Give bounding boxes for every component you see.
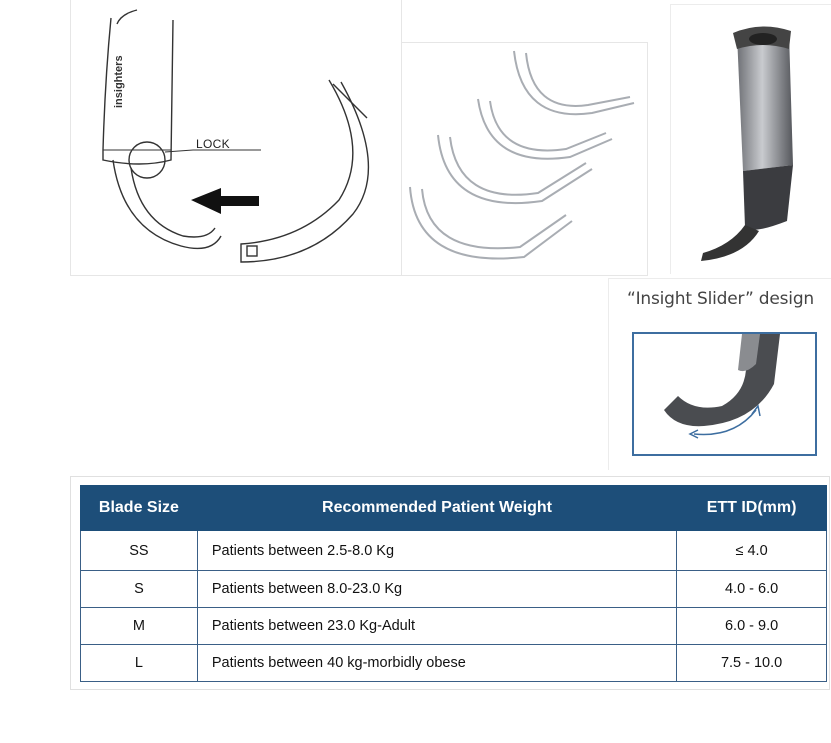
- slider-frame: [632, 332, 817, 456]
- cell-blade-size: S: [81, 571, 198, 608]
- handle-photo: [670, 4, 831, 274]
- lock-label: LOCK: [196, 137, 230, 151]
- arrow-left-icon: [191, 188, 259, 214]
- slider-design-figure: [608, 278, 831, 470]
- header-patient-weight: Recommended Patient Weight: [197, 486, 676, 531]
- table-row: [81, 531, 827, 571]
- blade-size-table: [80, 485, 827, 682]
- blade-size-table-container: [70, 476, 830, 690]
- slider-blade-drawing: [634, 334, 815, 454]
- cell-patient-weight: Patients between 8.0-23.0 Kg: [197, 571, 676, 608]
- cell-blade-size: M: [81, 608, 198, 645]
- cell-patient-weight: Patients between 23.0 Kg-Adult: [197, 608, 676, 645]
- cell-patient-weight: Patients between 40 kg-morbidly obese: [197, 645, 676, 682]
- lock-illustration: [70, 0, 402, 276]
- cell-blade-size: L: [81, 645, 198, 682]
- table-row: [81, 608, 827, 645]
- blade-sizes-illustration: [402, 42, 648, 276]
- table-header-row: [81, 486, 827, 531]
- brand-text: insighters: [113, 55, 125, 108]
- header-blade-size: Blade Size: [81, 486, 198, 531]
- laryngoscope-lock-drawing: [71, 0, 403, 276]
- slider-caption: “Insight Slider” design: [626, 289, 814, 309]
- cell-blade-size: SS: [81, 531, 198, 571]
- table-row: [81, 571, 827, 608]
- blade-set-drawing: [402, 43, 648, 277]
- cell-ett-id: 6.0 - 9.0: [677, 608, 827, 645]
- video-laryngoscope-handle: [671, 5, 831, 275]
- header-ett-id: ETT ID(mm): [677, 486, 827, 531]
- table-row: [81, 645, 827, 682]
- cell-ett-id: ≤ 4.0: [677, 531, 827, 571]
- cell-ett-id: 4.0 - 6.0: [677, 571, 827, 608]
- cell-patient-weight: Patients between 2.5-8.0 Kg: [197, 531, 676, 571]
- cell-ett-id: 7.5 - 10.0: [677, 645, 827, 682]
